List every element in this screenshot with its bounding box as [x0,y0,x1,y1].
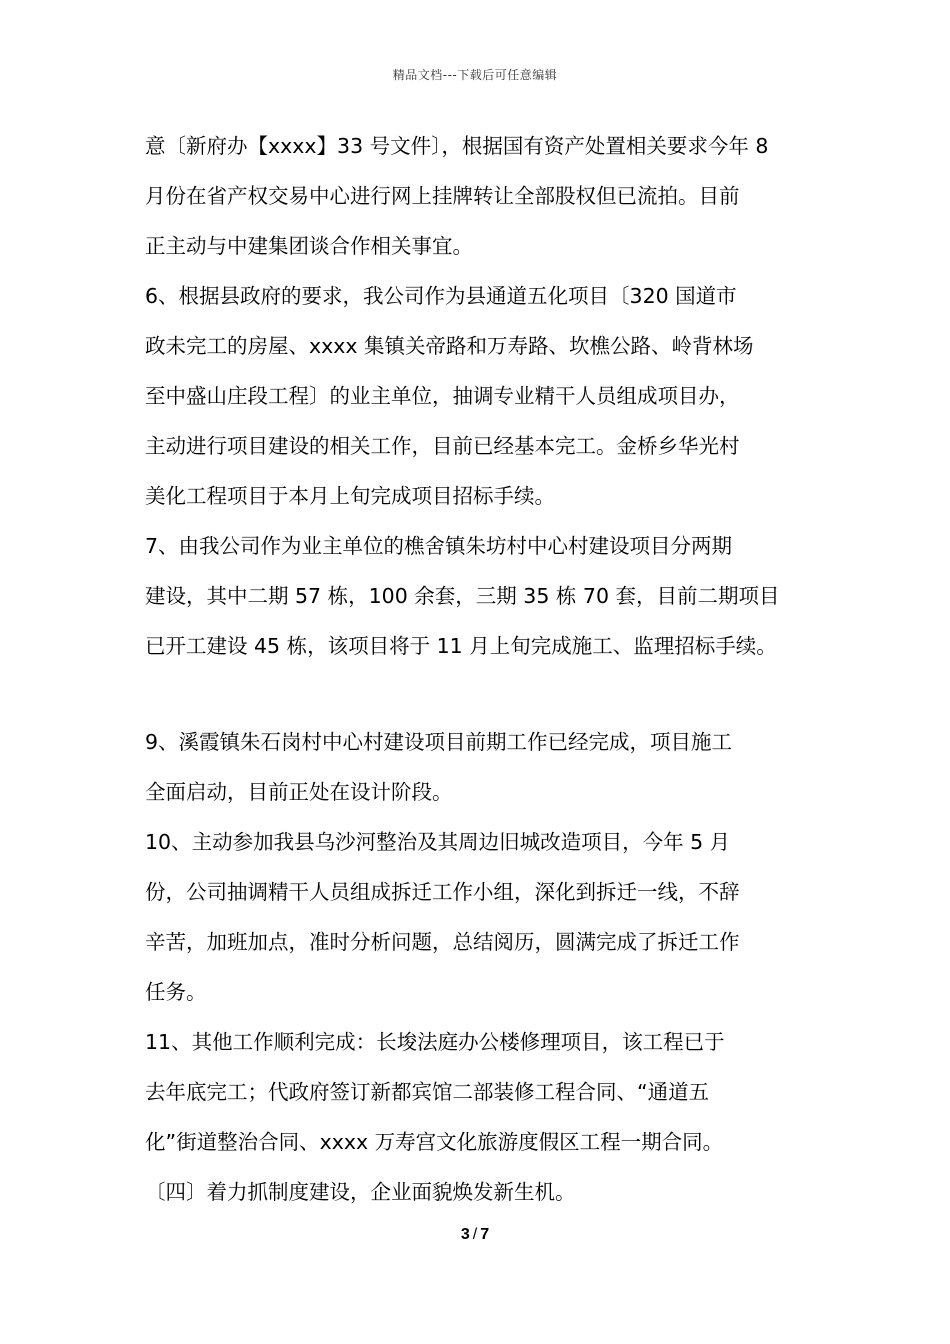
text-line: 正主动与中建集团谈合作相关事宜。 [145,234,473,258]
text-line: 政未完工的房屋、xxxx 集镇关帝路和万寿路、坎樵公路、岭背林场 [145,334,754,358]
text-line: 全面启动，目前正处在设计阶段。 [145,780,453,804]
text-line: 建设，其中二期 57 栋，100 余套，三期 35 栋 70 套，目前二期项目 [145,584,780,608]
text-line: 至中盛山庄段工程〕的业主单位，抽调专业精干人员组成项目办， [145,384,740,408]
text-line: 美化工程项目于本月上旬完成项目招标手续。 [145,484,555,508]
text-line: 6、根据县政府的要求，我公司作为县通道五化项目〔320 国道市 [145,284,737,308]
text-line: 份，公司抽调精干人员组成拆迁工作小组，深化到拆迁一线，不辞 [145,880,740,904]
text-line: 去年底完工；代政府签订新都宾馆二部装修工程合同、“通道五 [145,1080,710,1104]
current-page-number: 3 [460,1226,470,1243]
text-line: 辛苦，加班加点，准时分析问题，总结阅历，圆满完成了拆迁工作 [145,930,740,954]
text-line: 10、主动参加我县乌沙河整治及其周边旧城改造项目，今年 5 月 [145,830,731,854]
text-line: 〔四〕着力抓制度建设，企业面貌焕发新生机。 [145,1180,576,1204]
document-header: 精品文档---下载后可任意编辑 [392,68,558,82]
text-line: 化”街道整治合同、xxxx 万寿宫文化旅游度假区工程一期合同。 [145,1130,724,1154]
page-separator: / [472,1226,478,1243]
text-line: 主动进行项目建设的相关工作，目前已经基本完工。金桥乡华光村 [145,434,740,458]
text-line: 月份在省产权交易中心进行网上挂牌转让全部股权但已流拍。目前 [145,184,740,208]
text-line: 任务。 [145,980,207,1004]
text-line: 意〔新府办【xxxx】33 号文件〕，根据国有资产处置相关要求今年 8 [145,134,769,158]
text-line: 11、其他工作顺利完成：长埈法庭办公楼修理项目，该工程已于 [145,1030,725,1054]
text-line: 已开工建设 45 栋，该项目将于 11 月上旬完成施工、监理招标手续。 [145,634,777,658]
text-line: 9、溪霞镇朱石岗村中心村建设项目前期工作已经完成，项目施工 [145,730,733,754]
page-number [0,1226,950,1244]
document-body [145,126,825,1222]
paragraph-gap [145,676,825,722]
total-pages-number: 7 [480,1226,490,1243]
text-line: 7、由我公司作为业主单位的樵舍镇朱坊村中心村建设项目分两期 [145,534,733,558]
